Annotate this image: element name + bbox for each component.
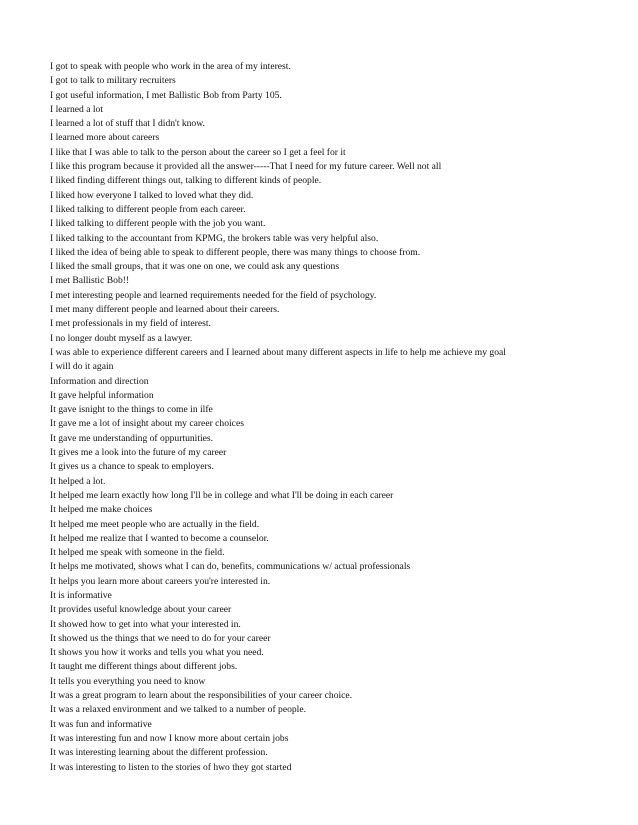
comment-line: It helped a lot. — [50, 475, 106, 487]
comment-line: It gives us a chance to speak to employers. — [50, 461, 214, 473]
comment-line: I learned more about careers — [50, 132, 160, 144]
comment-line: It was a great program to learn about the responsibilities of your career choice. — [50, 690, 353, 702]
comment-line: I got to talk to military recruiters — [50, 75, 176, 87]
comment-line: It was fun and informative — [50, 718, 152, 730]
comment-line: I liked the small groups, that it was one on one, we could ask any questions — [50, 261, 340, 273]
comment-line: It shows you how it works and tells you what you need. — [50, 647, 264, 659]
comment-line: I liked the idea of being able to speak to different people, there was many things to choose from. — [50, 246, 421, 258]
comment-line: It helped me meet people who are actually in the field. — [50, 518, 260, 530]
comment-line: I met Ballistic Bob!! — [50, 275, 130, 287]
comment-line: It showed us the things that we need to do for your career — [50, 632, 271, 644]
comment-line: It gave me a lot of insight about my career choices — [50, 418, 244, 430]
comment-line: It helps me motivated, shows what I can do, benefits, communications w/ actual professionals — [50, 561, 411, 573]
comment-line: I learned a lot — [50, 103, 104, 115]
comment-line: I was able to experience different careers and I learned about many different aspects in life to help me achieve my goal — [50, 346, 506, 358]
comment-line: I liked talking to different people with the job you want. — [50, 218, 266, 230]
comment-line: I liked how everyone I talked to loved what they did. — [50, 189, 254, 201]
comment-line: I got useful information, I met Ballistic Bob from Party 105. — [50, 89, 282, 101]
comment-line: I met many different people and learned about their careers. — [50, 304, 280, 316]
comment-line: It is informative — [50, 589, 112, 601]
comment-line: It was interesting learning about the different profession. — [50, 747, 268, 759]
comment-line: I got to speak with people who work in the area of my interest. — [50, 61, 291, 72]
comment-line: I will do it again — [50, 361, 114, 373]
document-page — [50, 60, 595, 775]
comment-line: It tells you everything you need to know — [50, 675, 206, 687]
comment-line: I met interesting people and learned requirements needed for the field of psychology. — [50, 289, 377, 301]
comment-line: It helped me learn exactly how long I'll be in college and what I'll be doing in each career — [50, 489, 394, 501]
comment-line: I liked talking to different people from each career. — [50, 203, 246, 215]
comment-line: It helps you learn more about careers you're interested in. — [50, 575, 271, 587]
comment-line: It helped me speak with someone in the field. — [50, 547, 225, 559]
comment-line: It helped me make choices — [50, 504, 153, 516]
comment-line: It gives me a look into the future of my career — [50, 447, 227, 459]
comment-line: It taught me different things about different jobs. — [50, 661, 238, 673]
comment-line: It was a relaxed environment and we talked to a number of people. — [50, 704, 307, 716]
comment-line: I liked finding different things out, talking to different kinds of people. — [50, 175, 322, 187]
comment-line: It was interesting to listen to the stories of hwo they got started — [50, 761, 292, 773]
comment-line: I learned a lot of stuff that I didn't know. — [50, 118, 205, 130]
comment-line: It helped me realize that I wanted to become a counselor. — [50, 532, 269, 544]
comment-line: I liked talking to the accountant from KPMG, the brokers table was very helpful also. — [50, 232, 379, 244]
comment-line: Information and direction — [50, 375, 149, 387]
comment-line: It was interesting fun and now I know more about certain jobs — [50, 732, 289, 744]
comment-line: It provides useful knowledge about your career — [50, 604, 232, 616]
comment-line: I like that I was able to talk to the person about the career so I get a feel for it — [50, 146, 346, 158]
comment-line: It showed how to get into what your interested in. — [50, 618, 241, 630]
comment-line: I like this program because it provided all the answer-----That I need for my future career. Well not all — [50, 161, 442, 173]
comment-line: I no longer doubt myself as a lawyer. — [50, 332, 193, 344]
comment-line: I met professionals in my field of interest. — [50, 318, 211, 330]
comment-line: It gave isnight to the things to come in ilfe — [50, 404, 213, 416]
comment-line: It gave helpful information — [50, 389, 154, 401]
comment-line: It gave me understanding of oppurtunities. — [50, 432, 214, 444]
